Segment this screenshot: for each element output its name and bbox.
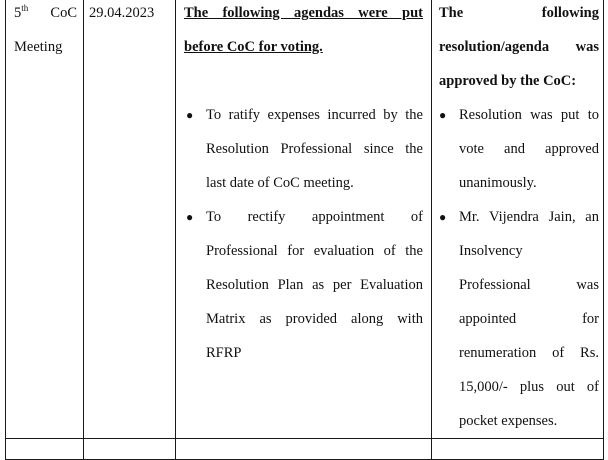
resolution-item-2-line-5: renumeration of Rs. <box>459 345 599 361</box>
meeting-table <box>5 0 604 460</box>
meeting-number-suffix: th <box>21 3 29 13</box>
meeting-word: CoC <box>50 5 77 21</box>
resolution-item-1-line-1: Resolution was put to <box>459 107 599 123</box>
table-row <box>6 0 604 439</box>
resolution-item-2-line-3: Professional was <box>459 277 599 293</box>
empty-cell <box>84 439 176 460</box>
agenda-item-2-line-1: To rectify appointment of <box>206 209 423 225</box>
bullet-icon: ● <box>186 210 194 224</box>
resolution-item-2-line-1: Mr. Vijendra Jain, an <box>459 209 599 225</box>
table-row <box>6 439 604 460</box>
empty-cell <box>176 439 432 460</box>
bullet-icon: ● <box>439 210 447 224</box>
agenda-item-2-line-5: RFRP <box>206 345 242 361</box>
meeting-number: 5 <box>14 5 22 21</box>
meeting-number-line <box>14 4 77 22</box>
agenda-item-2-line-3: Resolution Plan as per Evaluation <box>206 277 423 293</box>
resolution-item-1-line-2: vote and approved <box>459 141 599 157</box>
resolution-item-1-line-3: unanimously. <box>459 175 537 191</box>
resolution-heading-line-3: approved by the CoC: <box>439 73 577 89</box>
agenda-heading-line-2: before CoC for voting. <box>184 39 323 55</box>
agenda-item-1-line-1: To ratify expenses incurred by the <box>206 107 423 123</box>
resolution-heading-line-2: resolution/agenda was <box>439 39 599 55</box>
agenda-item-2-line-4: Matrix as provided along with <box>206 311 423 327</box>
resolution-item-2-line-7: pocket expenses. <box>459 413 558 429</box>
agenda-heading-line-1: The following agendas were put <box>184 5 423 21</box>
resolution-heading-line-1: The following <box>439 5 599 21</box>
empty-cell <box>432 439 604 460</box>
empty-cell <box>6 439 84 460</box>
agenda-item-1-line-2: Resolution Professional since the <box>206 141 423 157</box>
resolution-item-2-line-6: 15,000/- plus out of <box>459 379 599 395</box>
agenda-item-2-line-2: Professional for evaluation of the <box>206 243 423 259</box>
agenda-item-1-line-3: last date of CoC meeting. <box>206 175 354 191</box>
agenda-cell <box>176 0 432 439</box>
bullet-icon: ● <box>186 108 194 122</box>
meeting-label: Meeting <box>14 39 63 55</box>
resolution-cell <box>432 0 604 439</box>
meeting-date: 29.04.2023 <box>89 5 155 21</box>
meeting-cell <box>6 0 84 439</box>
resolution-item-2-line-4: appointed for <box>459 311 599 327</box>
bullet-icon: ● <box>439 108 447 122</box>
resolution-item-2-line-2: Insolvency <box>459 243 523 259</box>
date-cell <box>84 0 176 439</box>
